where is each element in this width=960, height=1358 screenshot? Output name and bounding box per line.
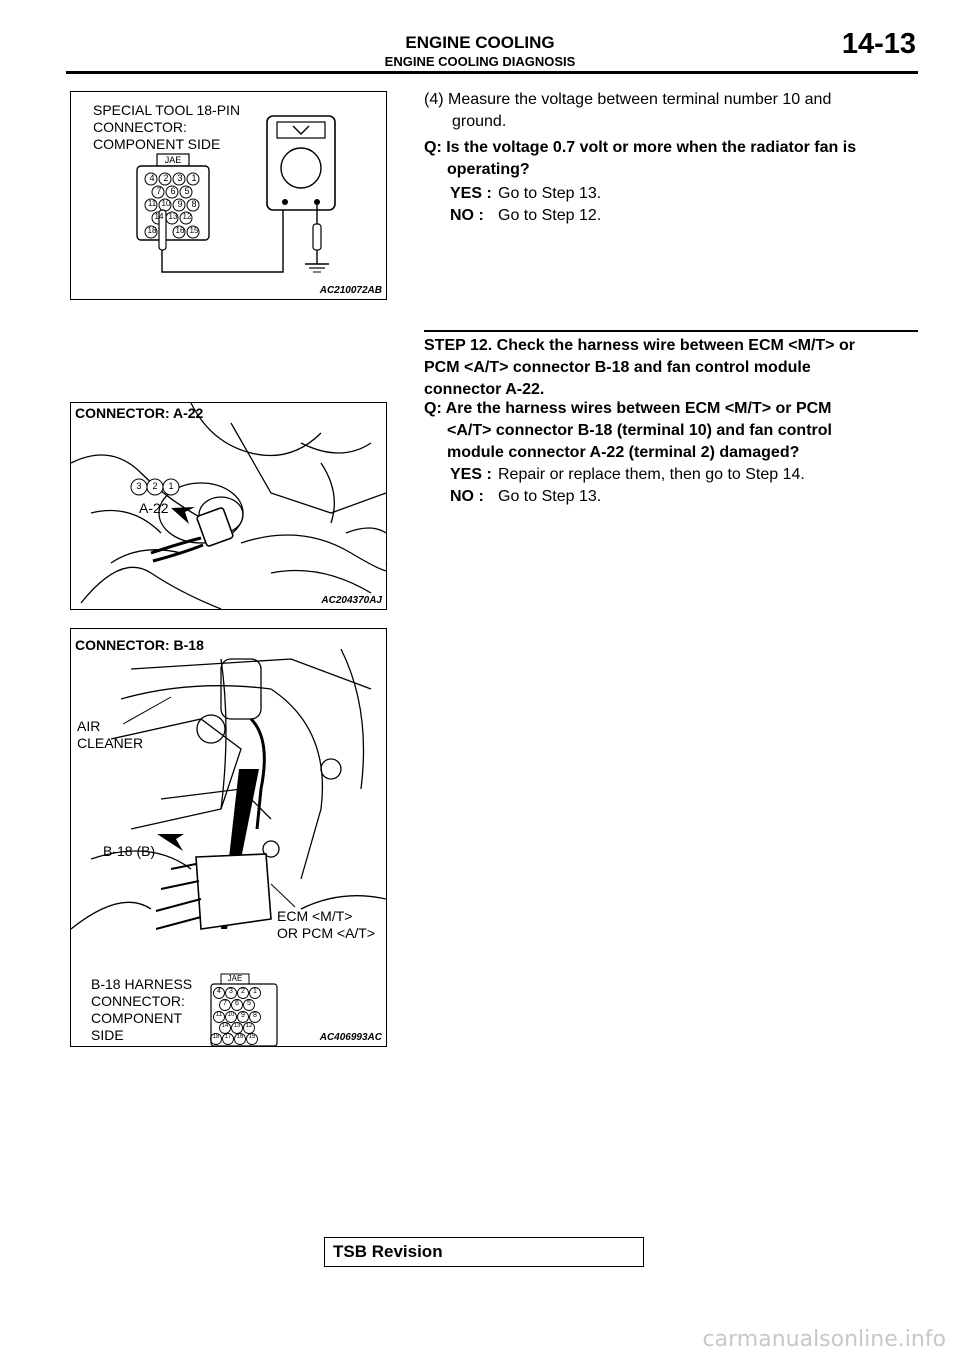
engine-bay-a22-drawing [71,403,386,609]
step11-answer-no: NO : Go to Step 12. [450,207,602,224]
fig1-pin: 4 [149,173,155,183]
fig1-id: AC210072AB [319,285,382,296]
fig3-brand: JAE [227,974,243,983]
fig3-pin: 12 [245,1023,253,1029]
fig3-pin: 13 [233,1023,241,1029]
fig2-pin: 2 [152,481,158,491]
fig3-pin: 18 [212,1034,220,1040]
fig1-pin: 12 [182,212,192,221]
fig3-pin: 14 [221,1023,229,1029]
step11-sub4-line2: ground. [452,113,507,130]
section-subtitle: ENGINE COOLING DIAGNOSIS [384,54,576,69]
fig1-pin: 6 [170,186,176,196]
fig3-air-cleaner-2: CLEANER [77,735,144,751]
fig1-label-2: CONNECTOR: [93,119,187,135]
fig3-title: CONNECTOR: B-18 [75,637,204,653]
tsb-revision-box: TSB Revision [324,1237,644,1267]
header-rule [66,71,918,74]
fig3-harness-2: CONNECTOR: [91,993,185,1009]
step11-answer-yes: YES : Go to Step 13. [450,185,602,202]
section-title: ENGINE COOLING [405,33,555,52]
step12-title-line1: STEP 12. Check the harness wire between ECM <M/T> or [424,337,855,354]
figure-connector-a22 [70,402,387,610]
fig1-pin: 16 [175,226,185,235]
step12-answer-no: NO : Go to Step 13. [450,488,602,505]
fig3-ecm-2: OR PCM <A/T> [277,925,376,941]
fig3-air-cleaner-1: AIR [77,718,101,734]
page-number: 14-13 [841,28,916,60]
fig3-harness-1: B-18 HARNESS [91,976,193,992]
fig1-label-1: SPECIAL TOOL 18-PIN [93,102,241,118]
fig1-pin: 18 [147,226,157,235]
step12-question-line1: Q: Are the harness wires between ECM <M/T> or PCM [424,400,832,417]
fig1-pin: 8 [191,199,197,209]
fig3-pin: 9 [241,1012,245,1019]
step12-question-line3: module connector A-22 (terminal 2) damaged? [447,444,800,461]
fig2-id: AC204370AJ [321,595,382,606]
fig1-pin: 11 [147,199,157,208]
fig1-pin: 10 [161,199,171,208]
watermark: carmanualsonline.info [702,1327,946,1352]
voltmeter-drawing [71,92,386,299]
step12-question-line2: <A/T> connector B-18 (terminal 10) and fan control [447,422,832,439]
fig3-pin: 5 [247,1000,251,1007]
step12-title-line3: connector A-22. [424,381,545,398]
fig3-pin: 6 [235,1000,239,1007]
fig3-id: AC406993AC [319,1032,382,1043]
step12-answer-yes: YES : Repair or replace them, then go to Step 14. [450,466,805,483]
step11-question-line1: Q: Is the voltage 0.7 volt or more when the radiator fan is [424,139,857,156]
fig1-label-3: COMPONENT SIDE [93,136,221,152]
fig2-pin: 1 [168,481,174,491]
fig1-pin: 15 [189,226,199,235]
fig3-pin: 3 [229,988,233,995]
figure-voltage-measurement [70,91,387,300]
fig3-b18-label: B-18 (B) [103,843,156,859]
step11-question-line2: operating? [447,161,530,178]
fig3-harness-4: SIDE [91,1027,124,1043]
fig1-pin: 2 [163,173,169,183]
step12-title-line2: PCM <A/T> connector B-18 and fan control module [424,359,811,376]
fig3-pin: 10 [227,1012,235,1018]
fig3-pin: 16 [236,1034,244,1040]
fig1-pin: 5 [184,186,190,196]
fig3-pin: 15 [248,1034,256,1040]
fig3-pin: 2 [241,988,245,995]
figure-connector-b18 [70,628,387,1047]
fig1-pin: 13 [168,212,178,221]
fig1-pin: 3 [177,173,183,183]
fig3-pin: 17 [224,1034,232,1040]
fig3-ecm-1: ECM <M/T> [277,908,353,924]
fig2-pin: 3 [136,481,142,491]
fig3-pin: 4 [217,988,221,995]
fig2-title: CONNECTOR: A-22 [75,405,204,421]
fig1-pin: 7 [156,186,162,196]
step11-sub4-line1: (4) Measure the voltage between terminal number 10 and [424,91,832,108]
fig1-brand: JAE [164,155,182,165]
fig3-pin: 11 [215,1012,223,1018]
fig1-pin: 1 [191,173,197,183]
step12-rule [424,330,918,332]
fig1-pin: 14 [154,212,164,221]
fig3-pin: 7 [223,1000,227,1007]
fig1-pin: 9 [177,199,183,209]
fig3-harness-3: COMPONENT [91,1010,182,1026]
fig3-pin: 1 [253,988,257,995]
fig3-pin: 8 [253,1012,257,1019]
fig2-callout: A-22 [139,500,169,516]
